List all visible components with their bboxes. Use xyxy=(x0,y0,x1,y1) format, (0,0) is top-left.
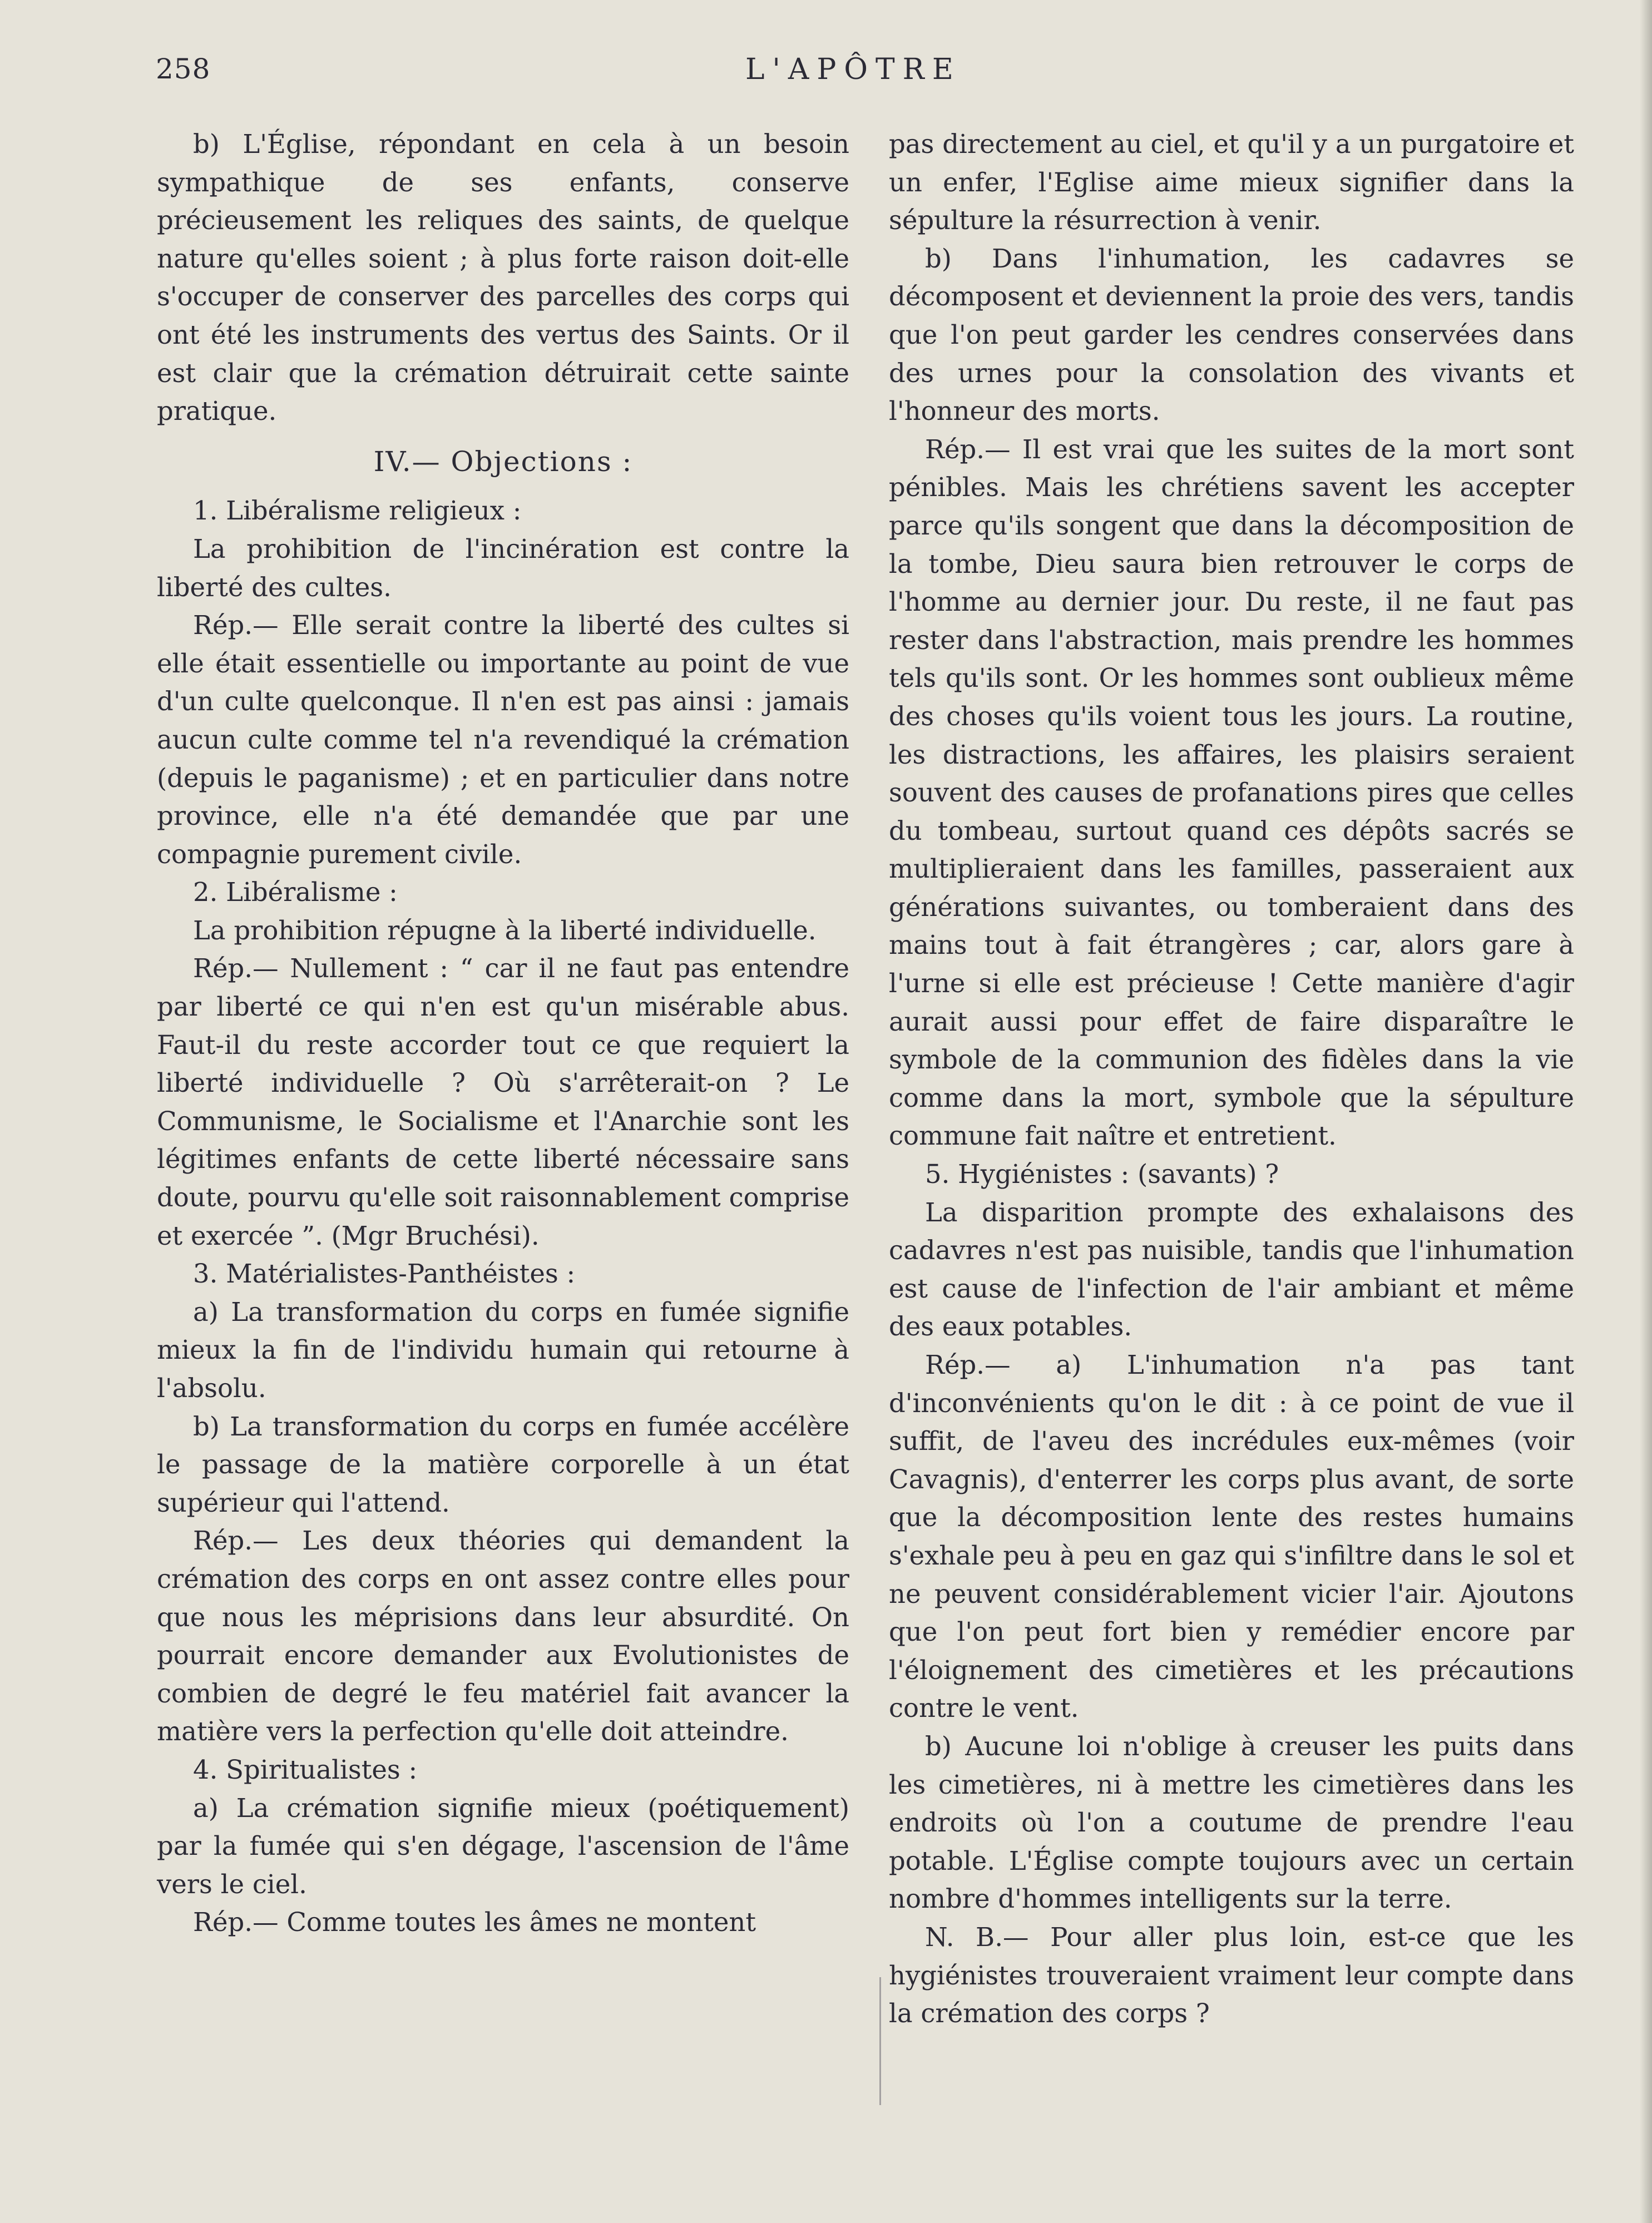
paragraph: Rép.— Les deux théories qui demandent la crémation des corps en ont assez contre elles pour que nous les méprisions dans leur absurdité. On pourrait encore demander aux Evolutionistes de combien de degré le feu matériel fait avancer la matière vers la perfection qu'elle doit atteindre. xyxy=(157,1526,849,1747)
paragraph: 5. Hygiénistes : (savants) ? xyxy=(925,1159,1279,1190)
paragraph: b) La transformation du corps en fumée accélère le passage de la matière corporelle à un état supérieur qui l'attend. xyxy=(157,1411,849,1518)
paragraph: La prohibition de l'incinération est contre la liberté des cultes. xyxy=(157,533,849,602)
page-header xyxy=(156,53,1580,103)
page-number: 258 xyxy=(156,53,211,85)
left-column xyxy=(157,125,849,1942)
paragraph: 3. Matérialistes-Panthéistes : xyxy=(193,1259,576,1289)
paragraph: Rép.— a) L'inhumation n'a pas tant d'inconvénients qu'on le dit : à ce point de vue il suffit, de l'aveu des incrédules eux-mêmes (voir Cavagnis), d'enterrer les corps plus avant, de sorte que la décomposition lente des restes humains s'exhale peu à peu en gaz qui s'infiltre dans le sol et ne peuvent considérablement vicier l'air. Ajoutons que l'on peut fort bien y remédier encore par l'éloignement des cimetières et les précautions contre le vent. xyxy=(889,1350,1574,1724)
paragraph: b) L'Église, répondant en cela à un besoin sympathique de ses enfants, conserve précieusement les reliques des saints, de quelque nature qu'elles soient ; à plus forte raison doit-elle s'occuper de conserver des parcelles des corps qui ont été les instruments des vertus des Saints. Or il est clair que la crémation détruirait cette sainte pratique. xyxy=(157,129,849,427)
paragraph: b) Dans l'inhumation, les cadavres se décomposent et deviennent la proie des vers, tandis que l'on peut garder les cendres conservées dans des urnes pour la consolation des vivants et l'honneur des morts. xyxy=(889,243,1574,427)
section-heading: IV.— Objections : xyxy=(373,445,633,478)
paragraph: La disparition prompte des exhalaisons des cadavres n'est pas nuisible, tandis que l'inhumation est cause de l'infection de l'air ambiant et même des eaux potables. xyxy=(889,1197,1574,1342)
paragraph: Rép.— Comme toutes les âmes ne montent xyxy=(193,1907,756,1938)
paragraph: 1. Libéralisme religieux : xyxy=(193,496,522,526)
paragraph: a) La crémation signifie mieux (poétiquement) par la fumée qui s'en dégage, l'ascension de l'âme vers le ciel. xyxy=(157,1793,849,1899)
paragraph: La prohibition répugne à la liberté individuelle. xyxy=(193,915,817,945)
page-edge-shadow xyxy=(1640,0,1652,2223)
paragraph: Rép.— Elle serait contre la liberté des cultes si elle était essentielle ou importante au point de vue d'un culte quelconque. Il n'en est pas ainsi : jamais aucun culte comme tel n'a revendiqué la crémation (depuis le paganisme) ; et en particulier dans notre province, elle n'a été demandée que par une compagnie purement civile. xyxy=(157,610,849,869)
column-gutter-rule xyxy=(879,1977,881,2105)
paragraph: 4. Spiritualistes : xyxy=(193,1754,418,1785)
paragraph: a) La transformation du corps en fumée signifie mieux la fin de l'individu humain qui retourne à l'absolu. xyxy=(157,1296,849,1403)
paragraph: Rép.— Nullement : “ car il ne faut pas entendre par liberté ce qui n'en est qu'un misérable abus. Faut-il du reste accorder tout ce que requiert la liberté individuelle ? Où s'arrêterait-on ? Le Communisme, le Socialisme et l'Anarchie sont les légitimes enfants de cette liberté nécessaire sans doute, pourvu qu'elle soit raisonnablement comprise et exercée ”. (Mgr Bruchési). xyxy=(157,953,849,1251)
paragraph: Rép.— Il est vrai que les suites de la mort sont pénibles. Mais les chrétiens savent les accepter parce qu'ils songent que dans la décomposition de la tombe, Dieu saura bien retrouver le corps de l'homme au dernier jour. Du reste, il ne faut pas rester dans l'abstraction, mais prendre les hommes tels qu'ils sont. Or les hommes sont oublieux même des choses qu'ils voient tous les jours. La routine, les distractions, les affaires, les plaisirs seraient souvent des causes de profanations pires que celles du tombeau, surtout quand ces dépôts sacrés se multiplieraient dans les familles, passeraient aux générations suivantes, ou tomberaient dans des mains tout à fait étrangères ; car, alors gare à l'urne si elle est précieuse ! Cette manière d'agir aurait aussi pour effet de faire disparaître le symbole de la communion des fidèles dans la vie comme dans la mort, symbole que la sépulture commune fait naître et entretient. xyxy=(889,434,1574,1151)
running-title: L'APÔTRE xyxy=(745,53,961,86)
paragraph: pas directement au ciel, et qu'il y a un purgatoire et un enfer, l'Eglise aime mieux signifier dans la sépulture la résurrection à venir. xyxy=(889,129,1574,236)
paragraph: b) Aucune loi n'oblige à creuser les puits dans les cimetières, ni à mettre les cimetières dans les endroits où l'on a coutume de prendre l'eau potable. L'Église compte toujours avec un certain nombre d'hommes intelligents sur la terre. xyxy=(889,1731,1574,1914)
paragraph: N. B.— Pour aller plus loin, est-ce que les hygiénistes trouveraient vraiment leur compte dans la crémation des corps ? xyxy=(889,1922,1574,2029)
paragraph: 2. Libéralisme : xyxy=(193,877,398,908)
right-column xyxy=(889,125,1574,2033)
